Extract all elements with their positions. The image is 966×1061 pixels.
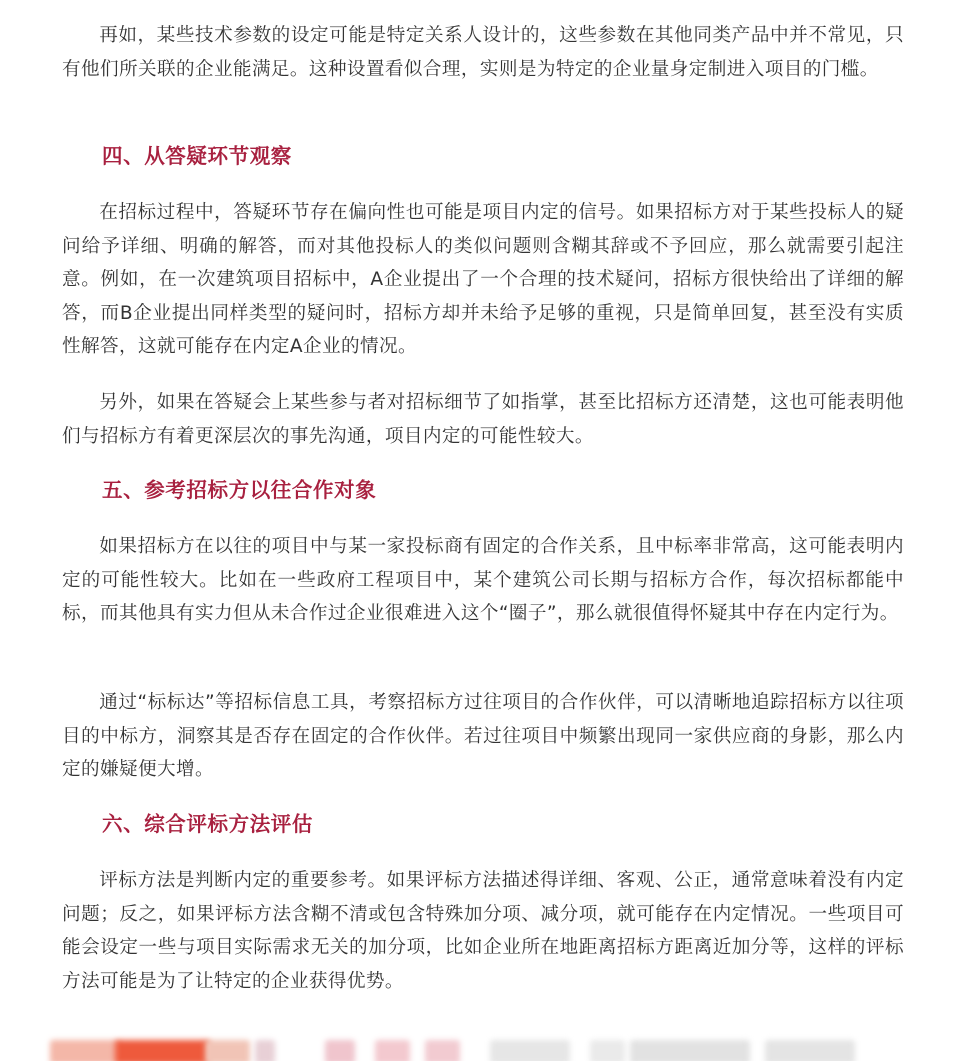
blur-block — [425, 1040, 460, 1061]
blur-block — [765, 1040, 855, 1061]
blur-block — [490, 1040, 570, 1061]
section-heading-qa: 四、从答疑环节观察 — [102, 144, 292, 168]
section-heading-past-partners: 五、参考招标方以往合作对象 — [102, 478, 377, 502]
blur-block — [205, 1040, 250, 1061]
paragraph-fixed-partner: 如果招标方在以往的项目中与某一家投标商有固定的合作关系，且中标率非常高，这可能表明内定的可能性较大。比如在一些政府工程项目中，某个建筑公司长期与招标方合作，每次招标都能中标，而其他具有实力但从未合作过企业很难进入这个“圈子”，那么就很值得怀疑其中存在内定行为。 — [62, 536, 904, 624]
section-heading-evaluation: 六、综合评标方法评估 — [102, 812, 313, 836]
blur-block — [590, 1040, 625, 1061]
paragraph-evaluation-method: 评标方法是判断内定的重要参考。如果评标方法描述得详细、客观、公正，通常意味着没有内定问题；反之，如果评标方法含糊不清或包含特殊加分项、减分项，就可能存在内定情况。一些项目可能会设定一些与项目实际需求无关的加分项，比如企业所在地距离招标方距离近加分等，这样的评标方法可能是为了让特定的企业获得优势。 — [62, 870, 904, 992]
paragraph-qa-insider: 另外，如果在答疑会上某些参与者对招标细节了如指掌，甚至比招标方还清楚，这也可能表明他们与招标方有着更深层次的事先沟通，项目内定的可能性较大。 — [62, 392, 904, 447]
blur-block — [255, 1040, 275, 1061]
paragraph-tech-params: 再如，某些技术参数的设定可能是特定关系人设计的，这些参数在其他同类产品中并不常见，只有他们所关联的企业能满足。这种设置看似合理，实则是为特定的企业量身定制进入项目的门槛。 — [62, 25, 904, 80]
blurred-footer-banner — [0, 1032, 966, 1061]
blur-block — [115, 1040, 210, 1061]
blur-block — [630, 1040, 750, 1061]
blur-block — [325, 1040, 355, 1061]
paragraph-info-tool: 通过“标标达”等招标信息工具，考察招标方过往项目的合作伙伴，可以清晰地追踪招标方以往项目的中标方，洞察其是否存在固定的合作伙伴。若过往项目中频繁出现同一家供应商的身影，那么内定的嫌疑便大增。 — [62, 692, 904, 780]
blur-block — [375, 1040, 410, 1061]
blur-block — [50, 1040, 120, 1061]
paragraph-qa-bias: 在招标过程中，答疑环节存在偏向性也可能是项目内定的信号。如果招标方对于某些投标人的疑问给予详细、明确的解答，而对其他投标人的类似问题则含糊其辞或不予回应，那么就需要引起注意。例如，在一次建筑项目招标中，A企业提出了一个合理的技术疑问，招标方很快给出了详细的解答，而B企业提出同样类型的疑问时，招标方却并未给予足够的重视，只是简单回复，甚至没有实质性解答，这就可能存在内定A企业的情况。 — [62, 202, 904, 357]
